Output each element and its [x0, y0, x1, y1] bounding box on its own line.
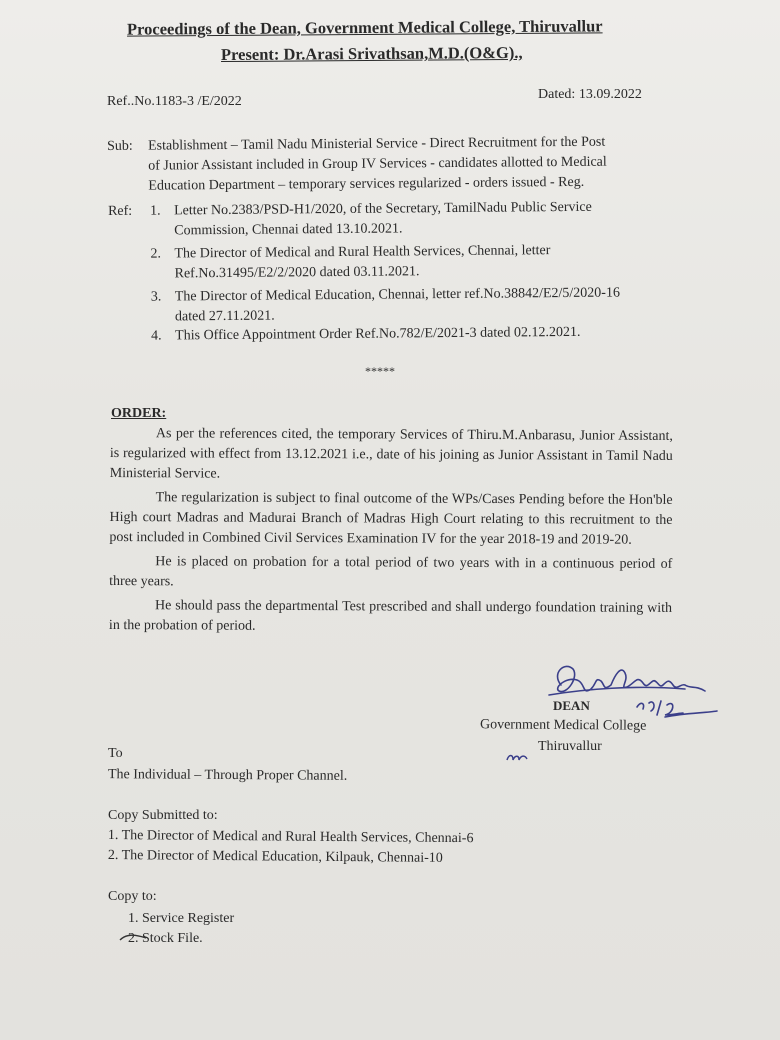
copy-to-item: 1. Service Register	[128, 911, 235, 926]
references-label: Ref:	[107, 203, 133, 219]
reference-line: This Office Appointment Order Ref.No.782/E/2021-3 dated 02.12.2021.	[175, 324, 581, 344]
order-paragraph: He should pass the departmental Test prescribed and shall undergo foundation training with in the probation of period.	[108, 598, 673, 634]
copy-submitted-item: 2. The Director of Medical Education, Kilpauk, Chennai-10	[107, 847, 443, 866]
order-paragraph: He is placed on probation for a total period of two years with in a continuous period of three years.	[109, 554, 673, 590]
signature-org: Government Medical College	[479, 717, 647, 734]
copy-to-heading: Copy to:	[108, 889, 157, 904]
to-label: To	[108, 746, 123, 761]
reference-line: Letter No.2383/PSD-H1/2020, of the Secretary, TamilNadu Public Service	[173, 199, 592, 219]
subject-line: of Junior Assistant included in Group IV Services - candidates allotted to Medical	[148, 154, 607, 174]
reference-number: 4.	[151, 328, 162, 344]
signature-title: DEAN	[553, 698, 590, 713]
ref-number: Ref..No.1183-3 /E/2022	[107, 94, 242, 109]
strike-mark-icon	[118, 930, 148, 944]
reference-line: The Director of Medical Education, Chennai, letter ref.No.38842/E2/5/2020-16	[174, 285, 621, 305]
order-paragraph: The regularization is subject to final outcome of the WPs/Cases Pending before the Hon'ble High court Madras and Madurai Branch of Madras High Court relating to this recruitment to the post included in Combined Civil Services Examination IV for the year 2018-19 and 2019-20.	[109, 490, 673, 548]
reference-number: 1.	[149, 203, 161, 219]
header-title: Proceedings of the Dean, Government Medical College, Thiruvallur	[126, 16, 603, 39]
reference-line: dated 27.11.2021.	[174, 308, 275, 325]
subject-label: Sub:	[106, 138, 133, 154]
reference-number: 2.	[150, 246, 161, 262]
signature-place: Thiruvallur	[538, 739, 602, 754]
copy-submitted-heading: Copy Submitted to:	[108, 808, 218, 823]
ink-mark-icon	[505, 752, 529, 764]
separator-stars: *****	[365, 364, 395, 378]
dated: Dated: 13.09.2022	[538, 87, 642, 102]
subject-line: Education Department – temporary services regularized - orders issued - Reg.	[148, 174, 585, 194]
order-paragraph: As per the references cited, the temporary Services of Thiru.M.Anbarasu, Junior Assistant, is regularized with effect from 13.12.2021 i.e., date of his joining as Junior Assistant in Tamil Nadu Ministerial Service.	[109, 426, 673, 482]
copy-submitted-item: 1. The Director of Medical and Rural Health Services, Chennai-6	[107, 827, 474, 847]
subject-line: Establishment – Tamil Nadu Ministerial Service - Direct Recruitment for the Post	[147, 134, 606, 154]
reference-line: Commission, Chennai dated 13.10.2021.	[174, 221, 403, 239]
to-recipient: The Individual – Through Proper Channel.	[107, 767, 348, 784]
order-body	[109, 424, 673, 639]
header-present: Present: Dr.Arasi Srivathsan,M.D.(O&G).,	[220, 42, 523, 65]
order-heading: ORDER:	[111, 406, 167, 421]
copy-to-item: 2. Stock File.	[128, 931, 203, 946]
reference-line: The Director of Medical and Rural Health Services, Chennai, letter	[174, 243, 551, 262]
reference-line: Ref.No.31495/E2/2/2020 dated 03.11.2021.	[174, 264, 420, 282]
reference-number: 3.	[150, 289, 162, 305]
